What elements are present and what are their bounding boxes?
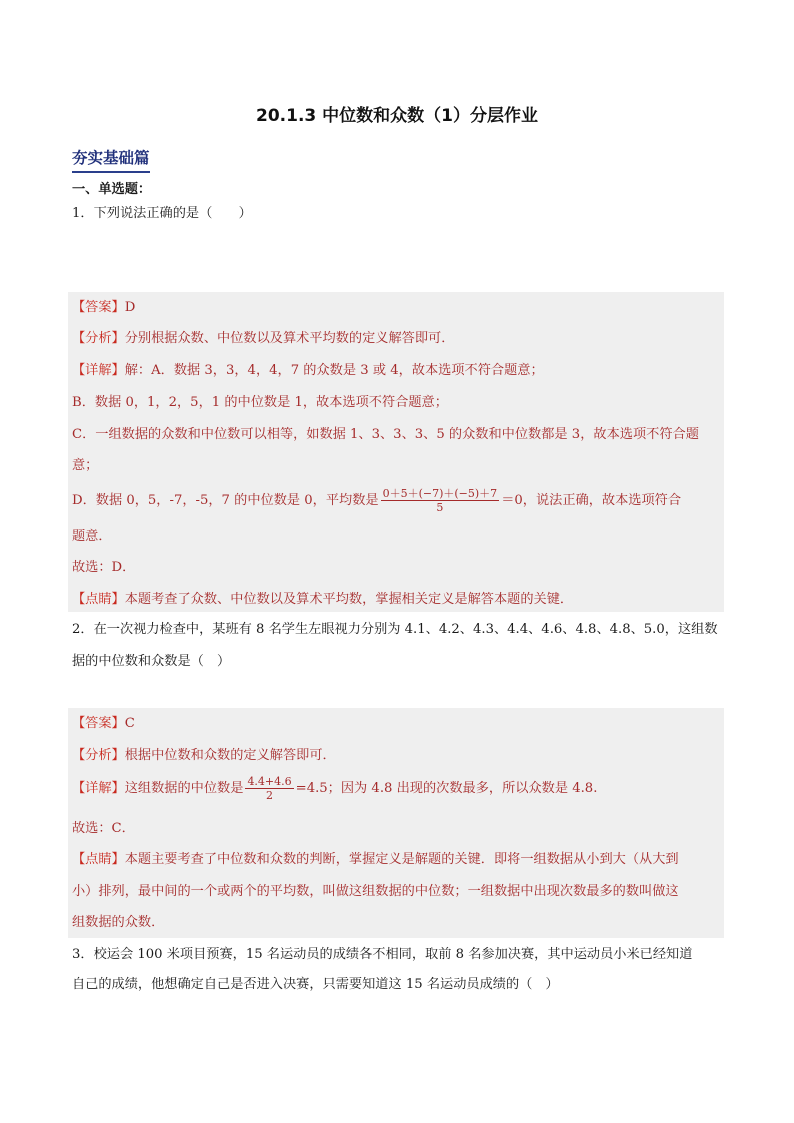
q2-analysis	[72, 746, 722, 766]
detail-tag: 【详解】	[72, 781, 125, 796]
section-heading: 夯实基础篇	[72, 146, 150, 173]
q1-detail-line-4	[72, 484, 722, 520]
comment-text: 本题考查了众数、中位数以及算术平均数，掌握相关定义是解答本题的关键．	[124, 592, 574, 607]
analysis-text: 根据中位数和众数的定义解答即可．	[124, 748, 336, 763]
q1-detail-line-4b: 题意．	[72, 529, 112, 544]
q1-choose: 故选：D．	[72, 560, 136, 575]
q1-answer	[72, 298, 722, 318]
page-title: 20.1.3 中位数和众数（1）分层作业	[256, 106, 538, 126]
fraction-numerator: 4.4+4.6	[247, 775, 292, 788]
q2-stem-line-2: 据的中位数和众数是（ ）	[72, 654, 231, 669]
q2-comment-line-2: 小）排列，最中间的一个或两个的平均数，叫做这组数据的中位数；一组数据中出现次数最多的数叫做这	[72, 884, 679, 899]
q1-stem: 1．下列说法正确的是（ ）	[72, 206, 252, 221]
detail-result: =4.5；因为 4.8 出现的次数最多，所以众数是 4.8.	[295, 781, 598, 796]
part-heading: 一、单选题：	[72, 182, 152, 197]
q1-detail-line-3b: 意；	[72, 458, 99, 473]
comment-tag: 【点睛】	[72, 592, 125, 607]
answer-value: D	[124, 300, 136, 315]
q1-detail-line-1	[72, 361, 722, 381]
analysis-tag: 【分析】	[72, 331, 125, 346]
comment-text: 本题主要考查了中位数和众数的判断，掌握定义是解题的关键．即将一组数据从小到大（从大到	[124, 852, 679, 867]
analysis-tag: 【分析】	[72, 748, 125, 763]
q1-comment	[72, 590, 722, 610]
answer-tag: 【答案】	[72, 300, 125, 315]
q2-comment-line-1	[72, 850, 722, 870]
q3-stem-line-2: 自己的成绩，他想确定自己是否进入决赛，只需要知道这 15 名运动员成绩的（ ）	[72, 977, 559, 992]
fraction-numerator: 0＋5＋(−7)＋(−5)＋7	[382, 487, 498, 500]
median-fraction	[245, 775, 293, 802]
q3-stem-line-1: 3．校运会 100 米项目预赛，15 名运动员的成绩各不相同，取前 8 名参加决赛，其中运动员小米已经知道	[72, 947, 693, 962]
q1-analysis	[72, 329, 722, 349]
fraction-denominator: 2	[266, 789, 274, 802]
q1-detail-line-3a: C．一组数据的众数和中位数可以相等，如数据 1、3、3、3、5 的众数和中位数都是 3，故本选项不符合题	[72, 427, 699, 442]
detail-4-result: ＝0，说法正确，故本选项符合	[501, 493, 682, 508]
fraction-denominator: 5	[436, 501, 444, 514]
answer-value: C	[124, 716, 135, 731]
detail-tag: 【详解】	[72, 363, 125, 378]
detail-text: 解：A．数据 3，3，4，4，7 的众数是 3 或 4，故本选项不符合题意；	[124, 363, 544, 378]
analysis-text: 分别根据众数、中位数以及算术平均数的定义解答即可．	[124, 331, 455, 346]
q2-choose: 故选：C．	[72, 821, 135, 836]
detail-4-text: D．数据 0，5，-7，-5，7 的中位数是 0，平均数是	[72, 493, 379, 508]
q2-answer	[72, 714, 722, 734]
q2-comment-line-3: 组数据的众数．	[72, 915, 165, 930]
detail-text: 这组数据的中位数是	[124, 781, 244, 796]
q2-detail	[72, 772, 722, 808]
q1-detail-line-2: B．数据 0，1，2，5，1 的中位数是 1，故本选项不符合题意；	[72, 395, 448, 410]
mean-fraction	[381, 487, 500, 514]
comment-tag: 【点睛】	[72, 852, 125, 867]
q2-stem-line-1: 2．在一次视力检查中，某班有 8 名学生左眼视力分别为 4.1、4.2、4.3、4.4、4.6、4.8、4.8、5.0，这组数	[72, 622, 718, 637]
answer-tag: 【答案】	[72, 716, 125, 731]
